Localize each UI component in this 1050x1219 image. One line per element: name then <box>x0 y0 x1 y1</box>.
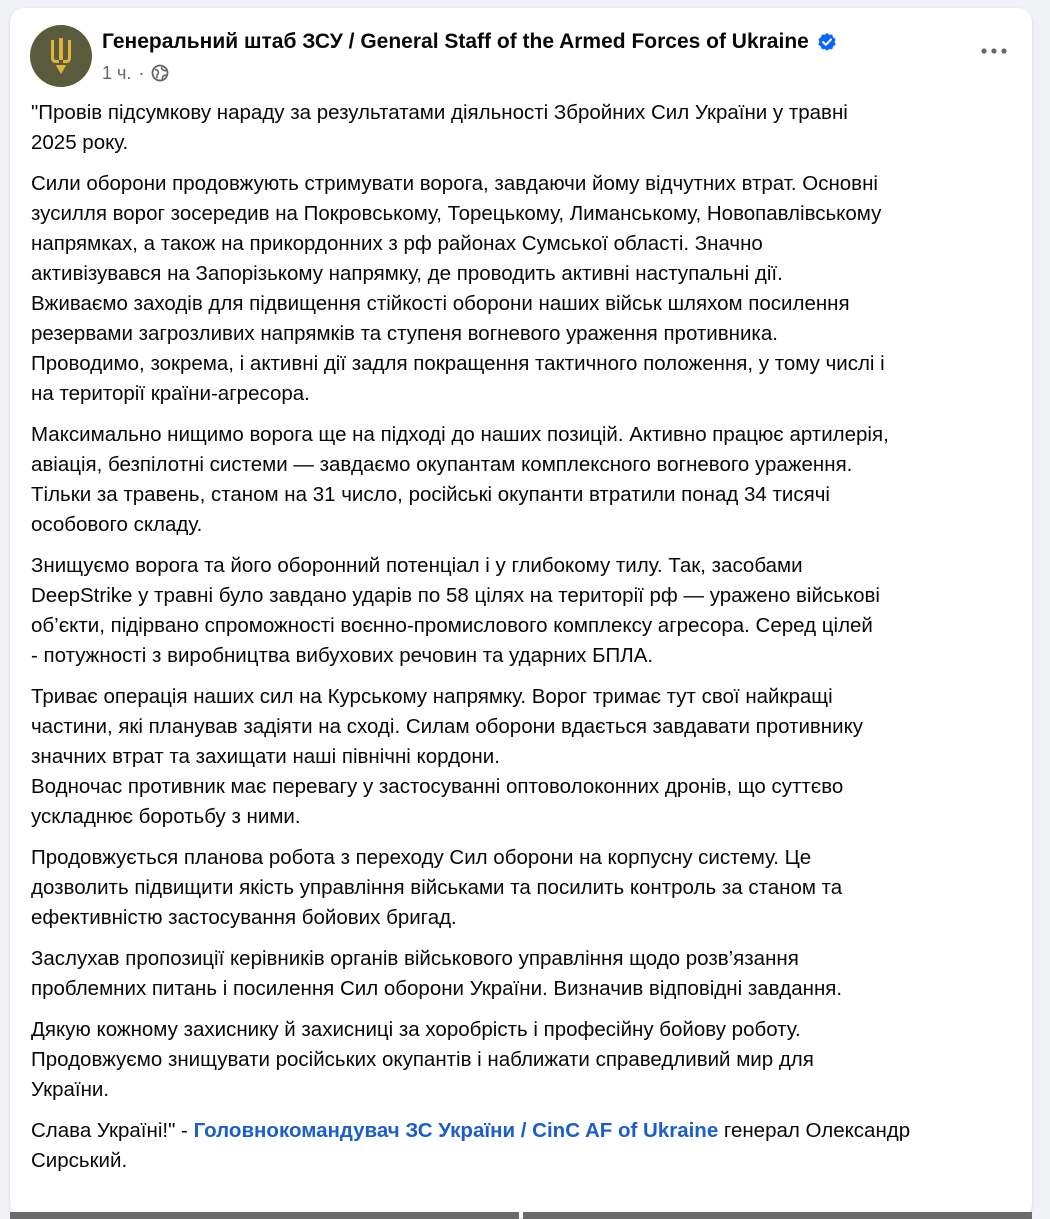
author-avatar[interactable] <box>30 25 92 87</box>
post-text <box>31 98 1021 1187</box>
closing-text-after: генерал Олександр Сирський. <box>31 1119 911 1172</box>
author-name-text[interactable]: Генеральний штаб ЗСУ / General Staff of the Armed Forces of Ukraine <box>102 30 809 53</box>
attached-photo[interactable] <box>523 1212 1032 1219</box>
post-paragraph: Продовжується планова робота з переходу Сил оборони на корпусну систему. Це дозволить підвищити якість управління військами та посилить контроль за станом та ефективністю застосування бойових бригад. <box>31 846 843 929</box>
post-paragraph: Максимально нищимо ворога ще на підході до наших позицій. Активно працює артилерія, авіація, безпілотні системи — завдаємо окупантам комплексного вогневого ураження. Тільки за травень, станом на 31 число, російські окупанти втратили понад 34 тисячі особового складу. <box>31 423 889 536</box>
post-meta <box>102 60 169 86</box>
post-paragraph: Знищуємо ворога та його оборонний потенціал і у глибокому тилу. Так, засобами DeepStrike у травні було завдано ударів по 58 цілях на території рф — уражено військові об’єкти, підірвано спроможності воєнно-промислового комплексу агресора. Серед цілей - потужності з виробництва вибухових речовин та ударних БПЛА. <box>31 554 880 667</box>
post-paragraph: Заслухав пропозиції керівників органів військового управління щодо розв’язання проблемних питань і посилення Сил оборони України. Визначив відповідні завдання. <box>31 947 843 1000</box>
attached-photos-strip[interactable] <box>10 1212 1032 1219</box>
verified-badge-icon <box>817 32 837 52</box>
author-name[interactable] <box>102 28 837 56</box>
mention-link[interactable]: Головнокомандувач ЗС України / CinC AF of Ukraine <box>193 1119 719 1142</box>
more-options-button[interactable] <box>974 36 1014 66</box>
closing-text: Слава Україні!" - <box>31 1119 194 1142</box>
attached-photo[interactable] <box>10 1212 519 1219</box>
post-timestamp[interactable]: 1 ч. <box>102 62 132 83</box>
more-options-icon <box>981 48 1007 54</box>
meta-separator: · <box>138 62 145 83</box>
post-paragraph: "Провів підсумкову нараду за результатами діяльності Збройних Сил України у травні 2025 року. <box>31 101 848 154</box>
post-paragraph: Сили оборони продовжують стримувати ворога, завдаючи йому відчутних втрат. Основні зусилля ворог зосередив на Покровському, Торецькому, Лиманському, Новопавлівському напрямках, а також на прикордонних з рф районах Сумської області. Значно активізувався на Запорізькому напрямку, де проводить активні наступальні дії. Вживаємо заходів для підвищення стійкості оборони наших військ шляхом посилення резервами загрозливих напрямків та ступеня вогневого ураження противника. Проводимо, зокрема, і активні дії задля покращення тактичного положення, у тому числі і на території країни-агресора. <box>31 172 885 405</box>
post-paragraph: Триває операція наших сил на Курському напрямку. Ворог тримає тут свої найкращі частини, які планував задіяти на сході. Силам оборони вдається завдавати противнику значних втрат та захищати наші північні кордони. Водночас противник має перевагу у застосуванні оптоволоконних дронів, що суттєво ускладнює боротьбу з ними. <box>31 685 864 828</box>
globe-icon[interactable] <box>151 64 169 82</box>
post-card <box>10 8 1032 1218</box>
post-paragraph: Дякую кожному захиснику й захисниці за хоробрість і професійну бойову роботу. Продовжуємо знищувати російських окупантів і наближати справедливий мир для України. <box>31 1018 814 1101</box>
closing-paragraph <box>31 1116 1021 1176</box>
trident-icon <box>44 36 78 76</box>
